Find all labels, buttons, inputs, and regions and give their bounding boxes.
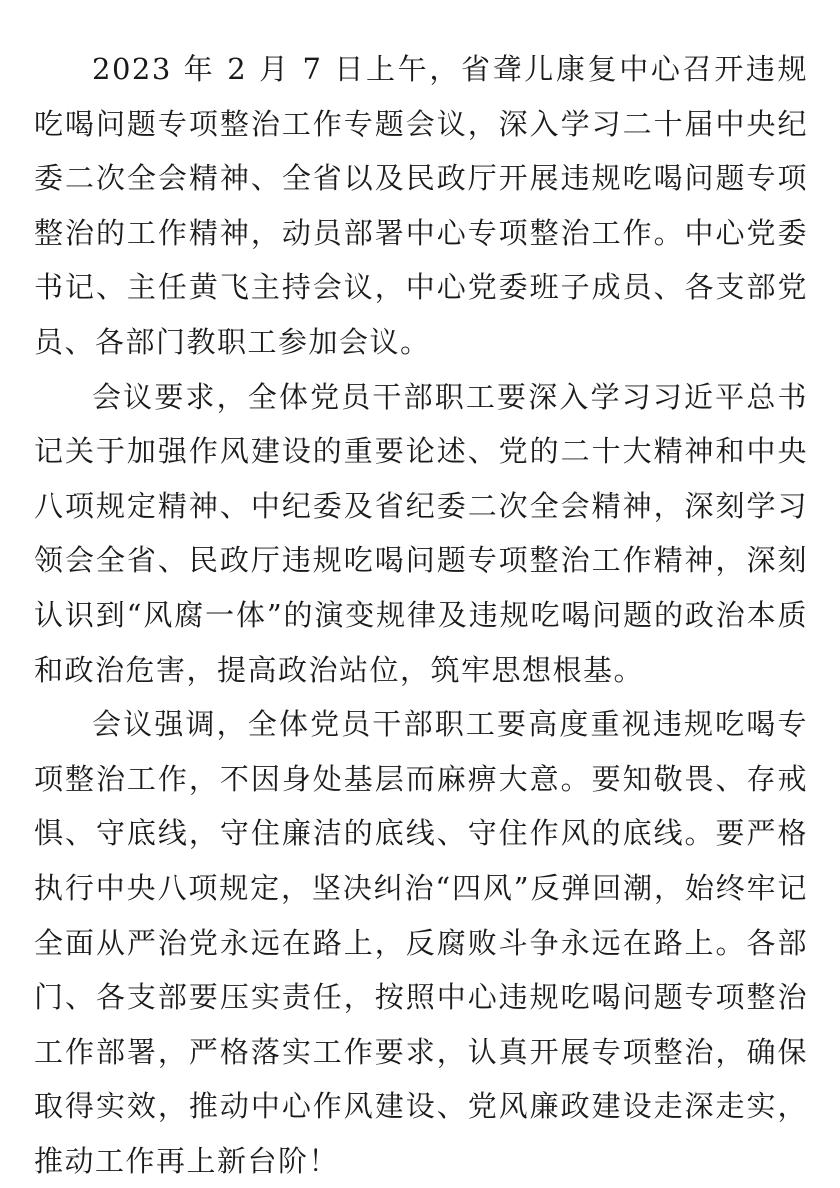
paragraph-meeting-requirements: 会议要求，全体党员干部职工要深入学习习近平总书记关于加强作风建设的重要论述、党的二十大精神和中央八项规定精神、中纪委及省纪委二次全会精神，深刻学习领会全省、民政厅违规吃喝问题专项整治工作精神，深刻认识到“风腐一体”的演变规律及违规吃喝问题的政治本质和政治危害，提高政治站位，筑牢思想根基。	[34, 379, 808, 687]
paragraph-meeting-overview: 2023 年 2 月 7 日上午，省聋儿康复中心召开违规吃喝问题专项整治工作专题会议，深入学习二十届中央纪委二次全会精神、全省以及民政厅开展违规吃喝问题专项整治的工作精神，动员部署中心专项整治工作。中心党委书记、主任黄飞主持会议，中心党委班子成员、各支部党员、各部门教职工参加会议。	[34, 52, 808, 359]
document-body	[34, 42, 808, 1188]
paragraph-meeting-emphasis: 会议强调，全体党员干部职工要高度重视违规吃喝专项整治工作，不因身处基层而麻痹大意。要知敬畏、存戒惧、守底线，守住廉洁的底线、守住作风的底线。要严格执行中央八项规定，坚决纠治“四风”反弹回潮，始终牢记全面从严治党永远在路上，反腐败斗争永远在路上。各部门、各支部要压实责任，按照中心违规吃喝问题专项整治工作部署，严格落实工作要求，认真开展专项整治，确保取得实效，推动中心作风建设、党风廉政建设走深走实，推动工作再上新台阶！	[34, 707, 808, 1178]
